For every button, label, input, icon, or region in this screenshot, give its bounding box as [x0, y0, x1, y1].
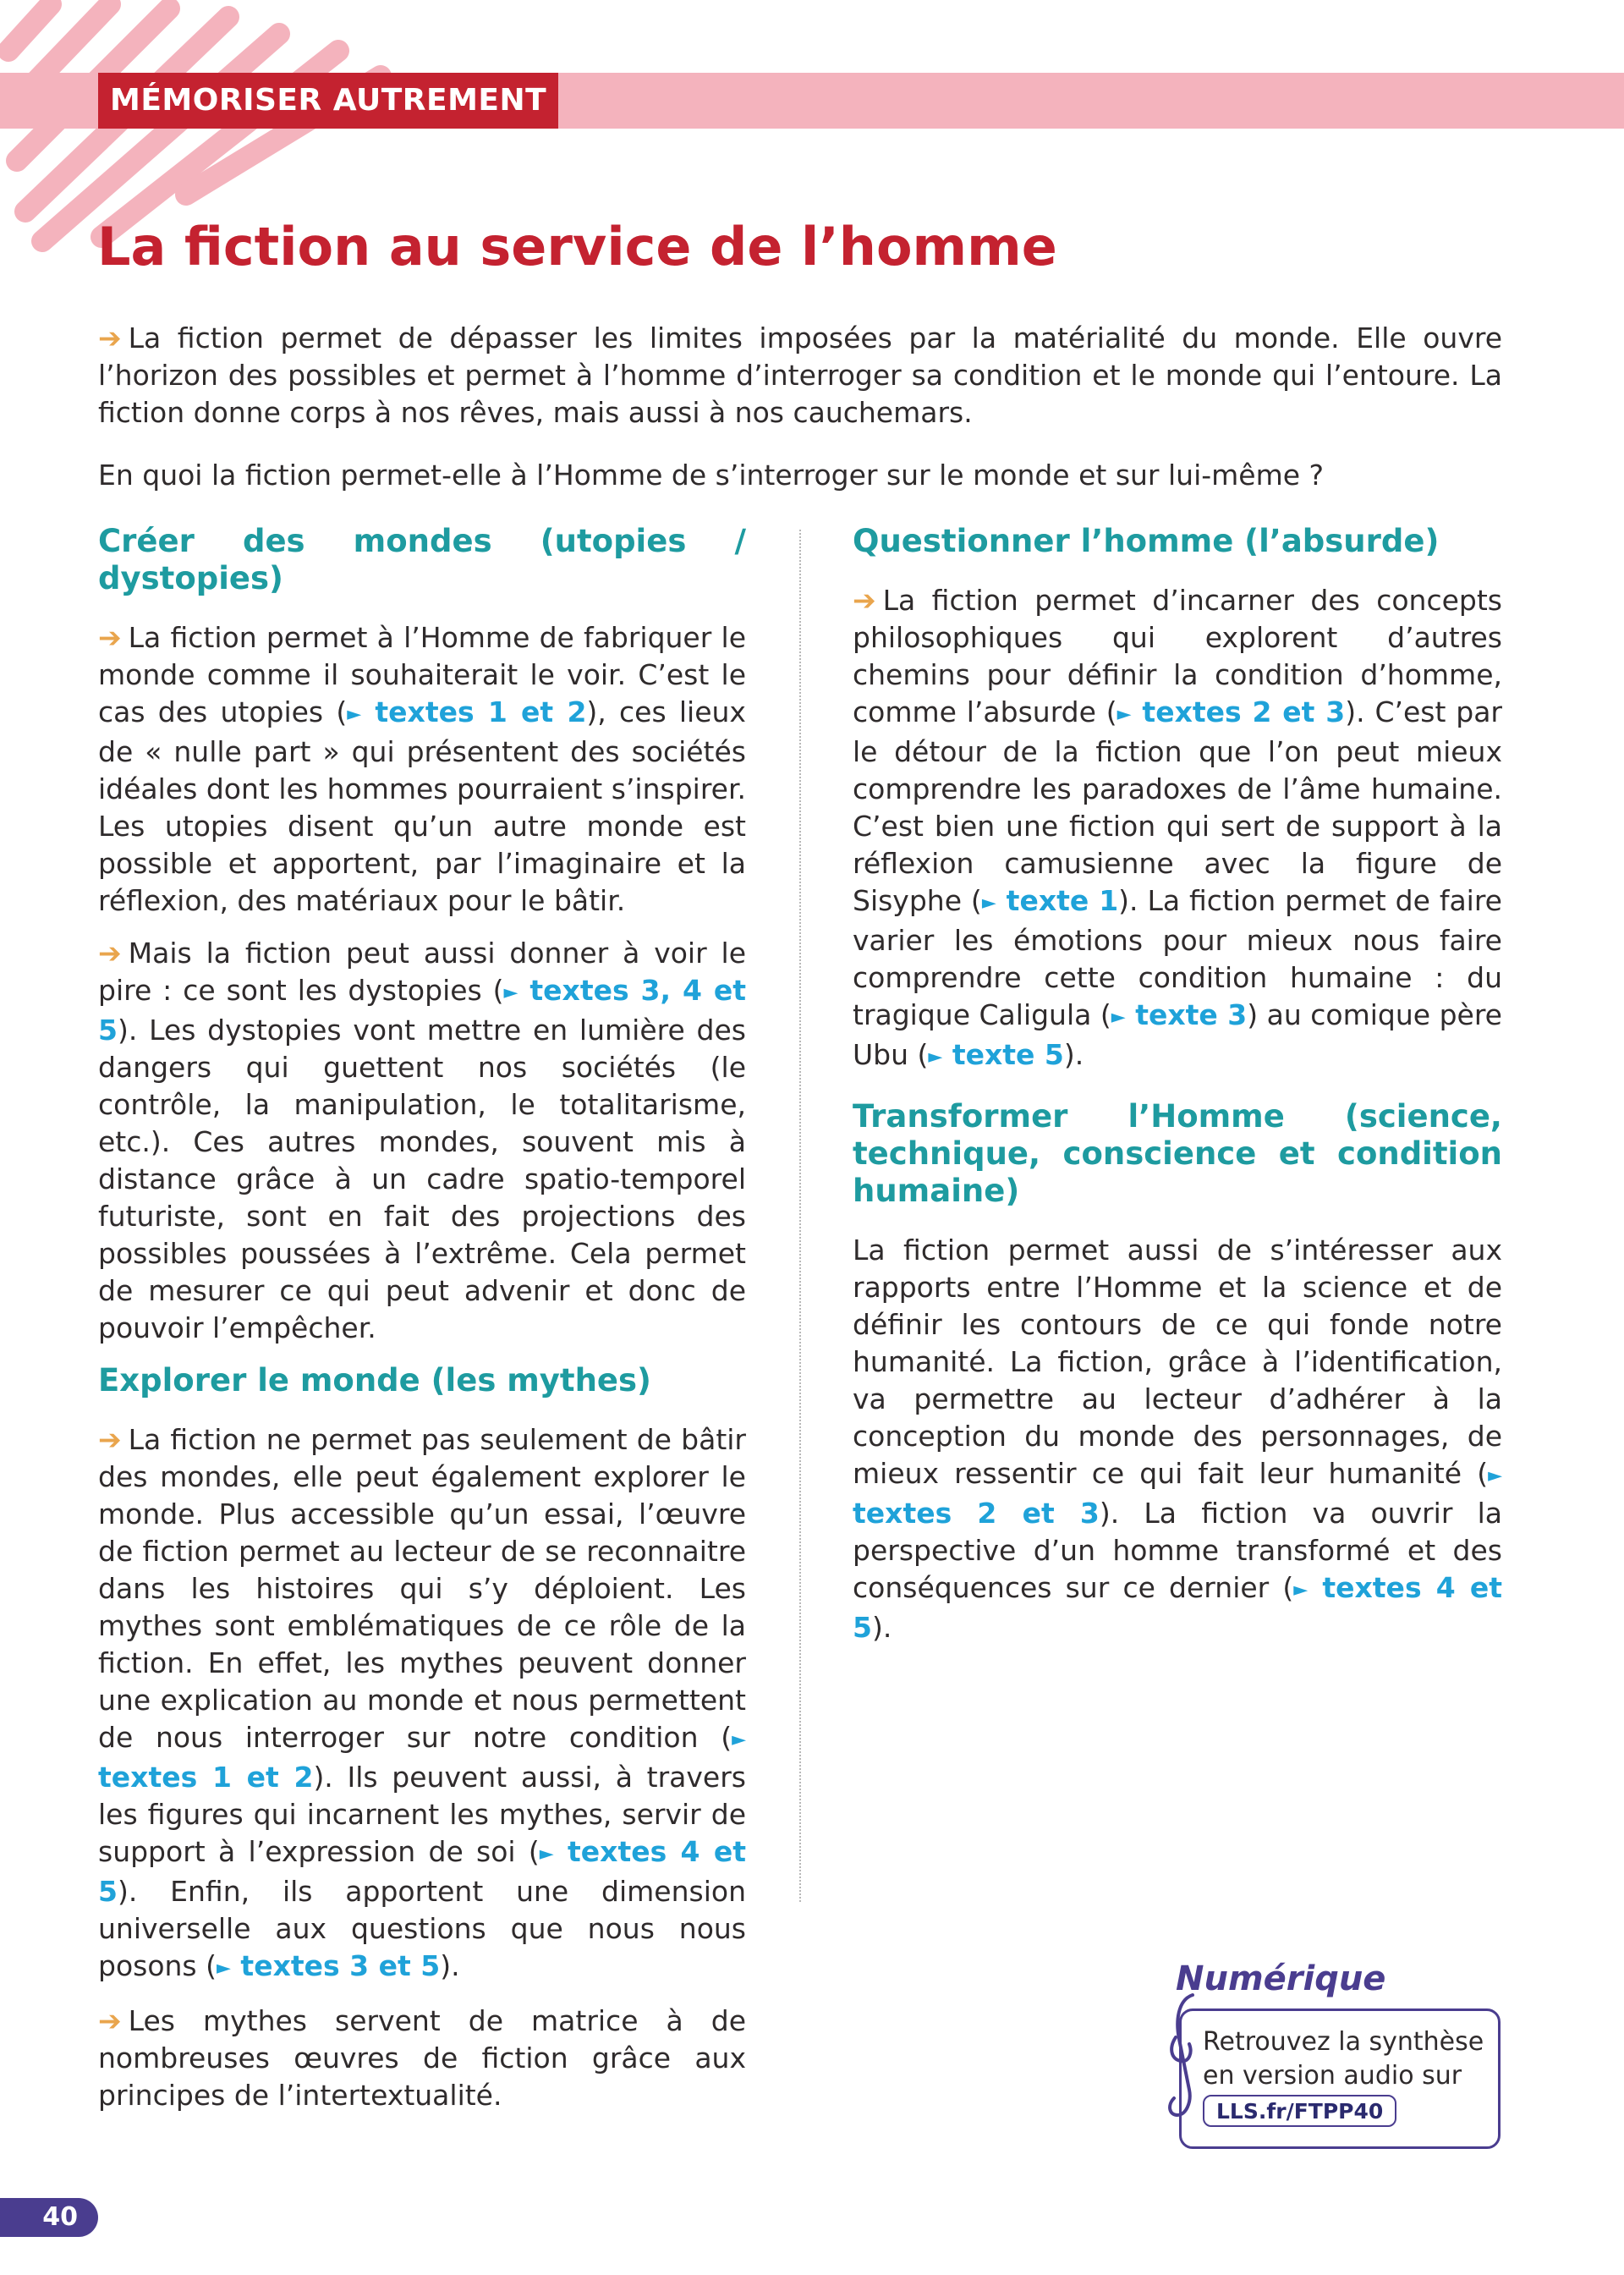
arrow-icon: ➔	[853, 584, 876, 617]
text: ). C’est par le détour de la fiction que l’on peut mieux comprendre les paradoxes de l’âme humaine. C’est bien une fiction qui sert de support à la réflexion camusienne avec la figure de Sisyphe (	[853, 695, 1502, 917]
ref-label: textes 1 et 2	[98, 1761, 314, 1794]
paragraph-dystopies	[98, 935, 746, 1347]
heading-explorer-le-monde: Explorer le monde (les mythes)	[98, 1362, 651, 1399]
paragraph-mythes	[98, 1421, 746, 1987]
text: ). La fiction permet de faire varier les émotions pour mieux nous faire comprendre cette condition humaine : du tragique Caligula (	[853, 884, 1502, 1031]
text: ). Enfin, ils apportent une dimension universelle aux questions que nous nous posons (	[98, 1875, 746, 1982]
ref-label: textes 3, 4 et 5	[98, 974, 746, 1047]
heading-creer-des-mondes: Créer des mondes (utopies / dystopies)	[98, 523, 746, 596]
ref-label: textes 1 et 2	[375, 695, 587, 728]
ref-label: textes 4 et 5	[98, 1835, 746, 1908]
text-reference-link[interactable]	[982, 884, 1118, 917]
right-column	[853, 523, 1502, 1662]
text: ).	[440, 1949, 460, 1982]
play-triangle-icon: ►	[503, 982, 518, 1003]
play-triangle-icon: ►	[981, 893, 996, 914]
text: ). Les dystopies vont mettre en lumière des dangers qui guettent nos sociétés (le contrôle, la manipulation, le totalitarisme, etc.). Ces autres mondes, souvent mis à distance grâce à un cadre spatio-temporel futuriste, sont en fait des projections des possibles poussées à l’extrême. Cela permet de mesurer ce qui peut advenir et donc de pouvoir l’empêcher.	[98, 1014, 746, 1344]
ref-label: textes 2 et 3	[853, 1497, 1100, 1530]
heading-questionner-l-homme: Questionner l’homme (l’absurde)	[853, 523, 1440, 559]
play-triangle-icon: ►	[217, 1958, 231, 1979]
left-column	[98, 523, 746, 2129]
text: ).	[1063, 1038, 1084, 1071]
ref-label: textes 2 et 3	[1142, 695, 1346, 728]
arrow-icon: ➔	[98, 2004, 122, 2037]
ref-label: texte 1	[1006, 884, 1119, 917]
numerique-title: Numérique	[1176, 1959, 1386, 1998]
text-reference-link[interactable]	[1117, 695, 1346, 728]
text: La fiction permet à l’Homme de fabriquer le monde comme il souhaiterait le voir. C’est le cas des utopies (	[98, 621, 746, 728]
paragraph-utopies	[98, 619, 746, 920]
text-reference-link[interactable]	[928, 1038, 1063, 1071]
paragraph-intertextualite	[98, 2003, 746, 2114]
audio-link[interactable]: LLS.fr/FTPP40	[1203, 2095, 1396, 2127]
text-reference-link[interactable]	[217, 1949, 440, 1982]
play-triangle-icon: ►	[1488, 1465, 1502, 1486]
text-reference-link[interactable]	[347, 695, 586, 728]
heading-transformer-l-homme: Transformer l’Homme (science, technique, conscience et condition humaine)	[853, 1098, 1502, 1209]
ref-label: texte 5	[952, 1038, 1064, 1071]
play-triangle-icon: ►	[928, 1047, 943, 1068]
text: Mais la fiction peut aussi donner à voir le pire : ce sont les dystopies (	[98, 937, 746, 1007]
section-banner: MÉMORISER AUTREMENT	[98, 73, 558, 129]
column-divider	[799, 530, 801, 1902]
guiding-question: En quoi la fiction permet-elle à l’Homme de s’interroger sur le monde et sur lui-même ?	[98, 459, 1325, 492]
ref-label: texte 3	[1135, 998, 1248, 1031]
text: La fiction permet d’incarner des concepts philosophiques qui explorent d’autres chemins pour définir la condition d’homme, comme l’absurde (	[853, 584, 1502, 728]
paragraph-science	[853, 1232, 1502, 1646]
text: ), ces lieux de « nulle part » qui présentent des sociétés idéales dont les hommes pourraient s’inspirer. Les utopies disent qu’un autre monde est possible et apportent, par l’imaginaire et la réflexion, des matériaux pour le bâtir.	[98, 695, 746, 917]
text: Les mythes servent de matrice à de nombreuses œuvres de fiction grâce aux principes de l’intertextualité.	[98, 2004, 746, 2112]
text: ).	[871, 1611, 892, 1644]
paragraph-absurde	[853, 582, 1502, 1076]
play-triangle-icon: ►	[539, 1844, 554, 1865]
arrow-icon: ➔	[98, 321, 122, 354]
page-title: La fiction au service de l’homme	[97, 216, 1057, 278]
numerique-text: Retrouvez la synthèse en version audio sur	[1203, 2027, 1484, 2091]
arrow-icon: ➔	[98, 937, 122, 970]
page-number: 40	[0, 2198, 98, 2237]
text: La fiction permet aussi de s’intéresser aux rapports entre l’Homme et la science et de définir les contours de ce qui fonde notre humanité. La fiction, grâce à l’identification, va permettre au lecteur d’adhérer à la conception du monde des personnages, de mieux ressentir ce qui fait leur humanité (	[853, 1234, 1502, 1490]
arrow-icon: ➔	[98, 621, 122, 654]
text-reference-link[interactable]	[1111, 998, 1248, 1031]
play-triangle-icon: ►	[347, 704, 362, 725]
text: La fiction ne permet pas seulement de bâtir des mondes, elle peut également explorer le monde. Plus accessible qu’un essai, l’œuvre de fiction permet au lecteur de se reconnaitre dans les histoires qui s’y déploient. Les mythes sont emblématiques de ce rôle de la fiction. En effet, les mythes peuvent donner une explication au monde et nous permettent de nous interroger sur notre condition (	[98, 1423, 746, 1754]
play-triangle-icon: ►	[732, 1729, 746, 1750]
intro-paragraph	[98, 320, 1502, 431]
ref-label: textes 4 et 5	[853, 1571, 1503, 1644]
arrow-icon: ➔	[98, 1423, 122, 1456]
play-triangle-icon: ►	[1116, 704, 1132, 725]
text: ) au comique père Ubu (	[853, 998, 1502, 1071]
play-triangle-icon: ►	[1293, 1580, 1309, 1601]
text: ). Ils peuvent aussi, à travers les figures qui incarnent les mythes, servir de support à l’expression de soi (	[98, 1761, 746, 1868]
ref-label: textes 3 et 5	[240, 1949, 441, 1982]
text: ). La fiction va ouvrir la perspective d’un homme transformé et des conséquences sur ce dernier (	[853, 1497, 1502, 1604]
play-triangle-icon: ►	[1111, 1007, 1126, 1028]
intro-text: La fiction permet de dépasser les limites imposées par la matérialité du monde. Elle ouvre l’horizon des possibles et permet à l’homme d’interroger sa condition et le monde qui l’entoure. La fiction donne corps à nos rêves, mais aussi à nos cauchemars.	[98, 321, 1502, 429]
